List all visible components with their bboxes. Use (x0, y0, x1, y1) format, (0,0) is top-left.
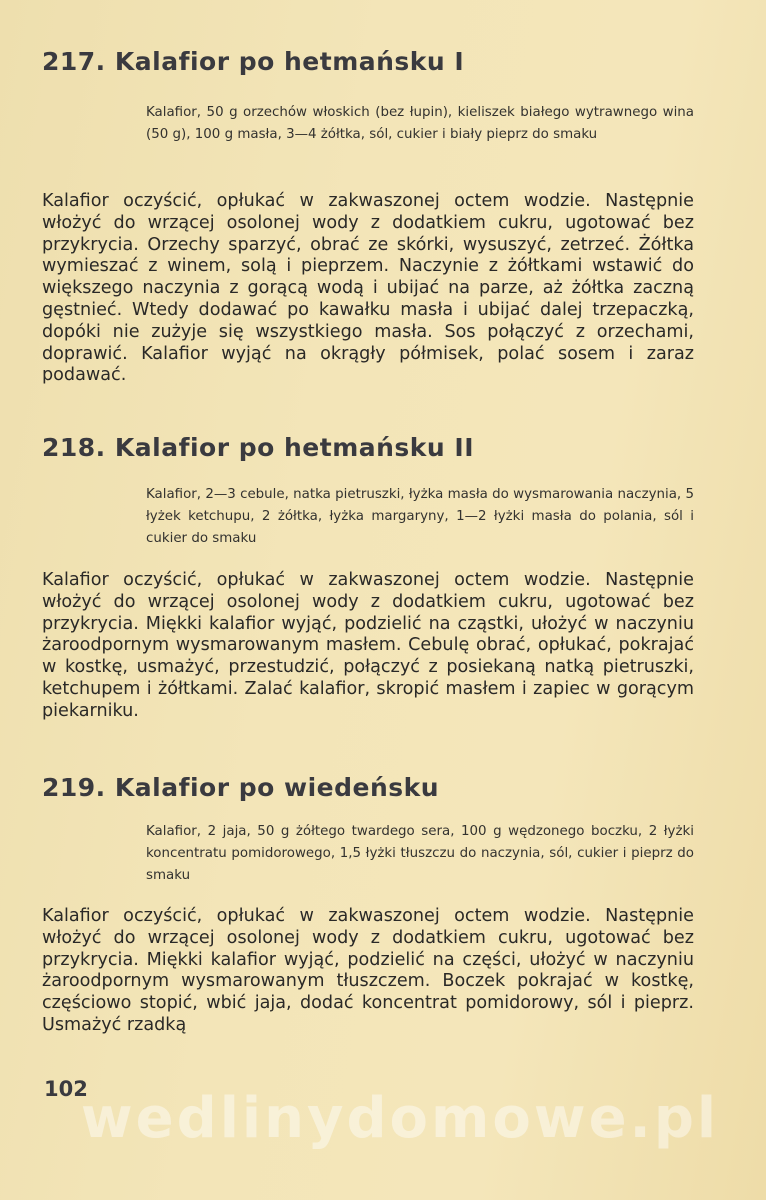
recipe-217-title: 217. Kalafior po hetmańsku I (42, 47, 465, 76)
page-number: 102 (44, 1077, 88, 1101)
recipe-219-title: 219. Kalafior po wiedeńsku (42, 773, 440, 802)
recipe-218-method: Kalafior oczyścić, opłukać w zakwaszonej octem wodzie. Następnie włożyć do wrzącej osolonej wody z dodatkiem cukru, ugotować bez przykrycia. Miękki kalafior wyjąć, podzielić na cząstki, ułożyć w naczyniu żaroodpornym wysmarowanym masłem. Cebulę obrać, opłukać, pokrajać w kostkę, usmażyć, przestudzić, połączyć z posiekaną natką pietruszki, ketchupem i żółtkami. Zalać kalafior, skropić masłem i zapiec w gorącym piekarniku. (42, 570, 694, 721)
recipe-219-ingredients: Kalafior, 2 jaja, 50 g żółtego twardego sera, 100 g wędzonego boczku, 2 łyżki koncentratu pomidorowego, 1,5 łyżki tłuszczu do naczynia, sól, cukier i pieprz do smaku (146, 824, 694, 883)
recipe-219-method: Kalafior oczyścić, opłukać w zakwaszonej octem wodzie. Następnie włożyć do wrzącej osolonej wody z dodatkiem cukru, ugotować bez przykrycia. Miękki kalafior wyjąć, podzielić na części, ułożyć w naczyniu żaroodpornym wysmarowanym tłuszczem. Boczek pokrajać w kostkę, częściowo stopić, wbić jaja, dodać koncentrat pomidorowy, sól i pieprz. Usmażyć rzadką (42, 906, 694, 1035)
recipe-218-ingredients: Kalafior, 2—3 cebule, natka pietruszki, łyżka masła do wysmarowania naczynia, 5 łyżek ketchupu, 2 żółtka, łyżka margaryny, 1—2 łyżki masła do polania, sól i cukier do smaku (146, 487, 694, 546)
recipe-217-method: Kalafior oczyścić, opłukać w zakwaszonej octem wodzie. Następnie włożyć do wrzącej osolonej wody z dodatkiem cukru, ugotować bez przykrycia. Orzechy sparzyć, obrać ze skórki, wysuszyć, zetrzeć. Żółtka wymieszać z winem, solą i pieprzem. Naczynie z żółtkami wstawić do większego naczynia z gorącą wodą i ubijać na parze, aż żółtka zaczną gęstnieć. Wtedy dodawać po kawałku masła i ubijać dalej trzepaczką, dopóki nie zużyje się wszystkiego masła. Sos połączyć z orzechami, doprawić. Kalafior wyjąć na okrągły półmisek, polać sosem i zaraz podawać. (42, 191, 694, 386)
watermark: wedlinydomowe.pl (80, 1086, 720, 1151)
recipe-217-ingredients: Kalafior, 50 g orzechów włoskich (bez łupin), kieliszek białego wytrawnego wina (50 g), 100 g masła, 3—4 żółtka, sól, cukier i biały pieprz do smaku (146, 105, 694, 142)
recipe-218-title: 218. Kalafior po hetmańsku II (42, 433, 475, 462)
